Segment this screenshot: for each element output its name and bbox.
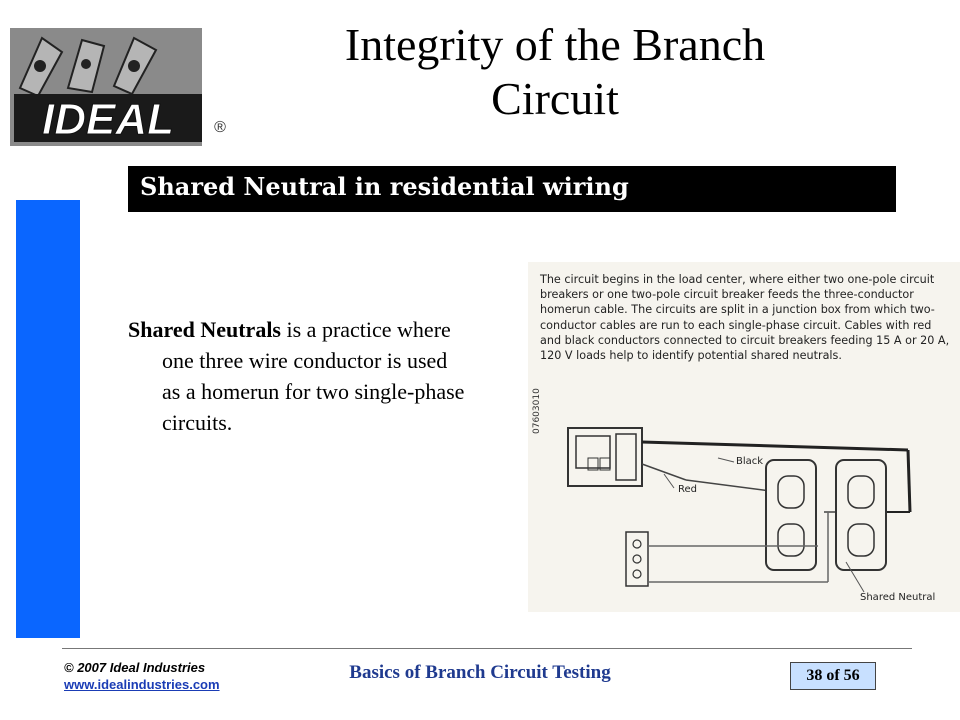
label-leader — [664, 474, 674, 488]
wiring-diagram-figure — [528, 262, 960, 612]
wiring-diagram — [528, 262, 960, 612]
footer-divider — [62, 648, 912, 649]
body-text — [128, 314, 468, 438]
footer-title: Basics of Branch Circuit Testing — [349, 662, 611, 683]
figure-caption: The circuit begins in the load center, where either two one-pole circuit breakers or one two-pole circuit breaker feeds the three-conductor homerun cable. The circuits are split in a junction box from which two-conductor cables are run to each single-phase circuit. Cables with red and black conductors connected to circuit breakers feeding 15 A or 20 A, 120 V loads help to identify potential shared neutrals. — [540, 273, 950, 363]
page-number: 38 of 56 — [790, 662, 876, 690]
figure-code: 07603010 — [532, 388, 542, 434]
section-banner — [128, 166, 896, 212]
homerun-cable-black — [908, 450, 910, 512]
ideal-logo — [10, 28, 232, 146]
website-link[interactable]: www.idealindustries.com — [64, 677, 220, 692]
slide-title — [250, 18, 860, 126]
homerun-cable-black — [642, 442, 908, 450]
body-paragraph — [128, 314, 468, 438]
body-term: Shared Neutrals — [128, 317, 281, 342]
copyright: © 2007 Ideal Industries — [64, 660, 206, 675]
label-black: Black — [736, 456, 764, 467]
banner-text: Shared Neutral in residential wiring — [140, 172, 629, 201]
label-shared-neutral: Shared Neutral — [860, 592, 936, 603]
title-line-1: Integrity of the Branch — [344, 19, 766, 70]
label-leader — [718, 458, 734, 462]
label-red: Red — [678, 484, 697, 495]
title-line-2: Circuit — [491, 73, 619, 124]
blue-sidebar — [16, 200, 80, 638]
logo-wordmark: IDEAL — [42, 95, 174, 144]
registered-mark: ® — [214, 119, 226, 136]
body-description: is a practice where one three wire conductor is used as a homerun for two single-phase circuits. — [162, 317, 465, 435]
red-wire — [686, 480, 778, 492]
red-wire — [642, 464, 686, 480]
